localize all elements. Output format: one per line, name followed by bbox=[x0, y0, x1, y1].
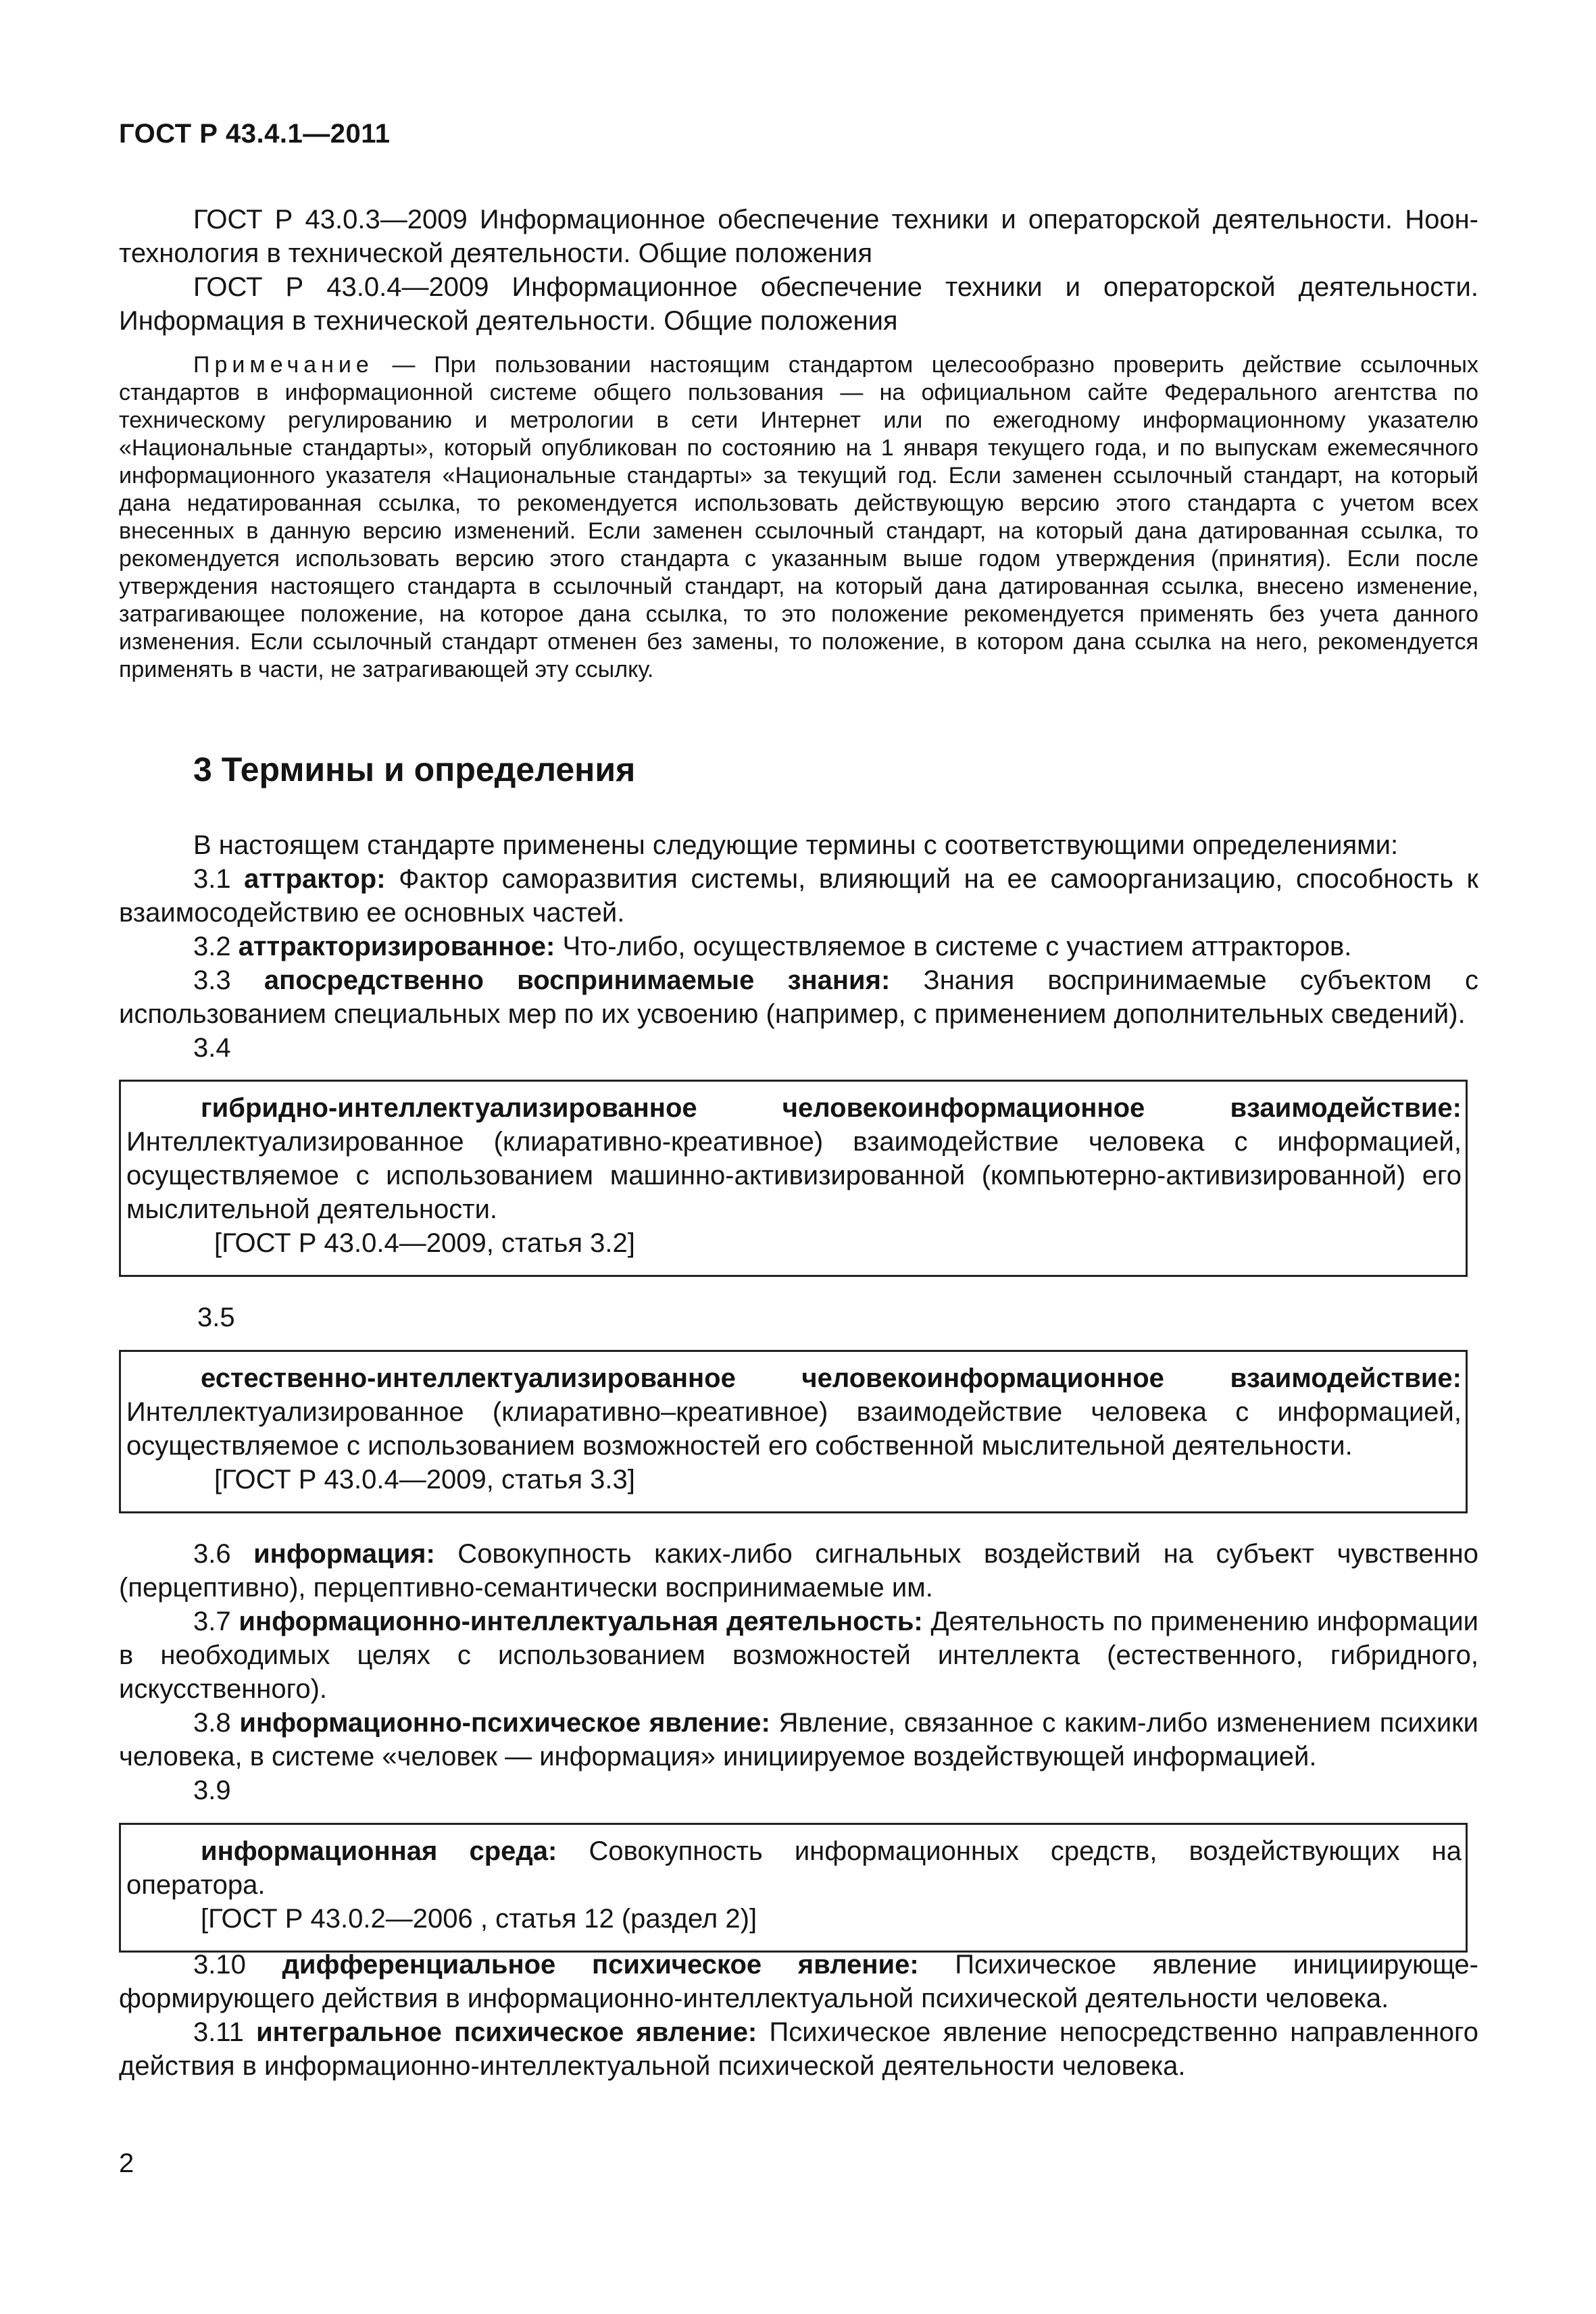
term-name: апосредственно воспринимаемые знания: bbox=[264, 965, 891, 995]
term-number: 3.4 bbox=[193, 1033, 231, 1063]
term-number: 3.11 bbox=[193, 2017, 257, 2047]
term-box-3-5 bbox=[119, 1350, 1468, 1513]
note-paragraph bbox=[119, 351, 1478, 684]
term-name: гибридно-интеллектуализированное человекоинформационное взаимодействие: bbox=[201, 1093, 1462, 1123]
term-number: 3.10 bbox=[193, 1950, 282, 1980]
terms-block-3 bbox=[119, 1948, 1478, 2083]
note-block bbox=[119, 351, 1478, 684]
term-number: 3.7 bbox=[193, 1607, 239, 1636]
term-box-3-9 bbox=[119, 1823, 1468, 1953]
term-entry bbox=[119, 1706, 1478, 1774]
term-source: [ГОСТ Р 43.0.2—2006 , статья 12 (раздел 2)] bbox=[201, 1904, 757, 1934]
term-number: 3.1 bbox=[193, 864, 245, 894]
term-entry bbox=[119, 862, 1478, 930]
term-name: дифференциальное психическое явление: bbox=[282, 1950, 919, 1980]
reference-item: ГОСТ Р 43.0.4—2009 Информационное обеспечение техники и операторской деятельности. Информация в технической деятельности. Общие положения bbox=[119, 272, 1478, 336]
term-entry bbox=[119, 1948, 1478, 2015]
reference-item: ГОСТ Р 43.0.3—2009 Информационное обеспечение техники и операторской деятельности. Ноон-технология в технической деятельности. Общие положения bbox=[119, 205, 1478, 268]
term-definition: Деятельность по применению информации в необходимых целях с использованием возможностей интеллекта (естественного, гибридного, искусственного). bbox=[119, 1607, 1479, 1704]
term-name: информационная среда: bbox=[201, 1836, 557, 1866]
term-number: 3.5 bbox=[197, 1303, 235, 1332]
term-entry bbox=[119, 2015, 1478, 2083]
term-box-3-4 bbox=[119, 1080, 1468, 1277]
term-name: информационно-интеллектуальная деятельность: bbox=[239, 1607, 923, 1636]
term-definition: Интеллектуализированное (клиаративно–креативное) взаимодействие человека с информацией, осуществляемое с использованием возможностей его собственной мыслительной деятельности. bbox=[126, 1397, 1462, 1461]
term-entry bbox=[126, 1834, 1462, 1902]
term-number: 3.8 bbox=[193, 1708, 240, 1738]
term-entry bbox=[126, 1091, 1462, 1226]
section-intro: В настоящем стандарте применены следующие термины с соответствующими определениями: bbox=[193, 830, 1399, 860]
document-header: ГОСТ Р 43.4.1—2011 bbox=[119, 119, 391, 149]
term-name: аттрактор: bbox=[244, 864, 386, 894]
term-definition: Что-либо, осуществляемое в системе с участием аттракторов. bbox=[555, 932, 1352, 961]
term-definition: Явление, связанное с каким-либо изменением психики человека, в системе «человек — информация» инициируемое воздействующей информацией. bbox=[119, 1708, 1478, 1771]
term-definition: Совокупность каких-либо сигнальных воздействий на субъект чувственно (перцептивно), перцептивно-семантически воспринимаемые им. bbox=[119, 1539, 1478, 1603]
term-name: интегральное психическое явление: bbox=[256, 2017, 757, 2047]
term-source: [ГОСТ Р 43.0.4—2009, статья 3.2] bbox=[214, 1228, 635, 1258]
term-name: информация: bbox=[253, 1539, 435, 1569]
term-definition: Психическое явление непосредственно направленного действия в информационно-интеллектуальной психической деятельности человека. bbox=[119, 2017, 1479, 2081]
term-number-block bbox=[119, 1301, 1478, 1334]
term-definition: Знания воспринимаемые субъектом с использованием специальных мер по их усвоению (например, с применением дополнительных сведений). bbox=[119, 965, 1478, 1029]
term-entry bbox=[119, 930, 1478, 963]
term-number: 3.2 bbox=[193, 932, 239, 961]
term-name: аттракторизированное: bbox=[238, 932, 555, 961]
term-number: 3.6 bbox=[193, 1539, 254, 1569]
term-name: информационно-психическое явление: bbox=[239, 1708, 770, 1738]
term-entry bbox=[126, 1361, 1462, 1463]
terms-block-2 bbox=[119, 1537, 1478, 1807]
terms-block-1 bbox=[119, 828, 1478, 1065]
section-header bbox=[119, 750, 1478, 789]
term-definition: Интеллектуализированное (клиаративно-креативное) взаимодействие человека с информацией, осуществляемое с использованием машинно-активизированной (компьютерно-активизированной) его мыслительной деятельности. bbox=[126, 1127, 1462, 1224]
term-definition: Фактор саморазвития системы, влияющий на ее самоорганизацию, способность к взаимосодействию ее основных частей. bbox=[119, 864, 1478, 928]
term-number: 3.3 bbox=[193, 965, 264, 995]
note-text: — При пользовании настоящим стандартом целесообразно проверить действие ссылочных стандартов в информационной системе общего пользования — на официальном сайте Федерального агентства по техническому регулированию и метрологии в сети Интернет или по ежегодному информационному указателю «Национальные стандарты», который опубликован по состоянию на 1 января текущего года, и по выпускам ежемесячного информационного указателя «Национальные стандарты» за текущий год. Если заменен ссылочный стандарт, на который дана недатированная ссылка, то рекомендуется использовать действующую версию этого стандарта с учетом всех внесенных в данную версию изменений. Если заменен ссылочный стандарт, на который дана датированная ссылка, то рекомендуется использовать версию этого стандарта с указанным выше годом утверждения (принятия). Если после утверждения настоящего стандарта в ссылочный стандарт, на который дана датированная ссылка, внесено изменение, затрагивающее положение, на которое дана ссылка, то это положение рекомендуется применять без учета данного изменения. Если ссылочный стандарт отменен без замены, то положение, в котором дана ссылка на него, рекомендуется применять в части, не затрагивающей эту ссылку. bbox=[119, 352, 1478, 682]
term-source: [ГОСТ Р 43.0.4—2009, статья 3.3] bbox=[214, 1465, 635, 1494]
term-entry bbox=[119, 1605, 1478, 1706]
term-entry bbox=[119, 963, 1478, 1031]
note-label: Примечание bbox=[193, 352, 374, 378]
term-definition: Психическое явление инициирующе-формирующего действия в информационно-интеллектуальной психической деятельности человека. bbox=[119, 1950, 1478, 2013]
references-block bbox=[119, 203, 1478, 338]
section-title: 3 Термины и определения bbox=[193, 751, 636, 788]
term-number: 3.9 bbox=[193, 1776, 231, 1805]
term-entry bbox=[119, 1537, 1478, 1605]
term-name: естественно-интеллектуализированное человекоинформационное взаимодействие: bbox=[201, 1363, 1462, 1393]
term-definition: Совокупность информационных средств, воздействующих на оператора. bbox=[126, 1836, 1462, 1900]
page-number: 2 bbox=[119, 2148, 134, 2178]
